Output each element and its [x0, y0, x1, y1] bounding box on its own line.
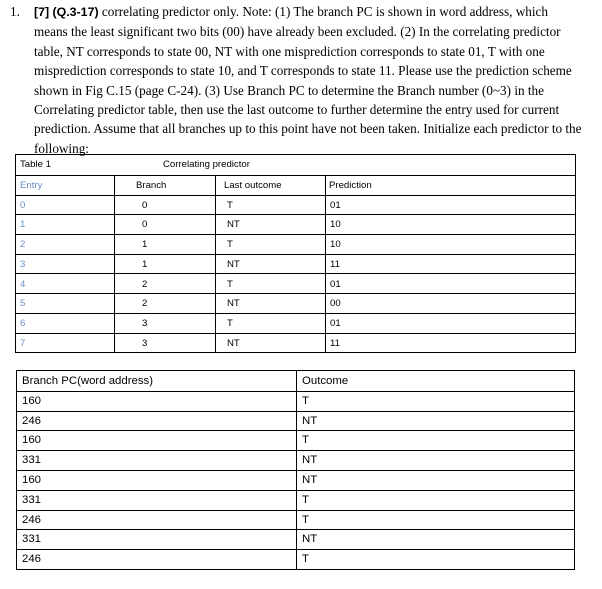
table2-header-row: [17, 371, 574, 392]
last-outcome-cell: NT: [227, 219, 240, 231]
last-outcome-cell: NT: [227, 258, 240, 270]
branch-pc-cell: 331: [22, 533, 42, 546]
entry-cell: 0: [20, 199, 26, 211]
outcome-header: Outcome: [302, 375, 349, 387]
branch-cell: 3: [142, 337, 148, 349]
branch-pc-header: Branch PC(word address): [22, 375, 154, 387]
entry-cell: 4: [20, 278, 26, 290]
question-number: 1.: [10, 4, 20, 19]
table1-column-divider: [114, 175, 115, 352]
entry-header: Entry: [20, 180, 43, 191]
table1-row: [16, 333, 575, 354]
branch-pc-cell: 331: [22, 454, 42, 467]
outcome-cell: T: [302, 434, 309, 447]
outcome-cell: NT: [302, 454, 318, 467]
table1-row: [16, 313, 575, 334]
last-outcome-cell: T: [227, 199, 233, 211]
outcome-cell: NT: [302, 474, 318, 486]
branch-pc-cell: 246: [22, 414, 42, 427]
branch-pc-cell: 160: [22, 434, 42, 447]
table1-header: [16, 155, 575, 176]
branch-cell: 2: [142, 298, 148, 310]
table1-row: [16, 293, 575, 314]
question-points: [7]: [34, 5, 50, 19]
table2-row: [17, 490, 574, 511]
table2-row: [17, 450, 574, 471]
outcome-cell: NT: [302, 414, 318, 427]
table1-row: [16, 195, 575, 216]
branch-cell: 2: [142, 278, 148, 290]
last-outcome-cell: T: [227, 317, 233, 329]
table2-row: [17, 510, 574, 531]
table1-column-divider: [215, 175, 216, 352]
question-body: [34, 2, 582, 158]
branch-pc-cell: 160: [22, 394, 42, 407]
question-label: (Q.3-17): [52, 5, 99, 19]
branch-pc-cell: 246: [22, 553, 42, 566]
branch-cell: 0: [142, 219, 148, 231]
outcome-cell: T: [302, 493, 309, 506]
table1-row: [16, 274, 575, 295]
question-block: [10, 2, 582, 158]
outcome-cell: T: [302, 513, 309, 526]
table1-caption: Correlating predictor: [163, 159, 250, 170]
branch-pc-cell: 246: [22, 513, 42, 526]
last-outcome-header: Last outcome: [224, 180, 282, 191]
prediction-cell: 10: [330, 239, 341, 251]
outcome-cell: T: [302, 394, 309, 407]
last-outcome-cell: NT: [227, 337, 240, 349]
branch-cell: 3: [142, 317, 148, 329]
table2-row: [17, 529, 574, 550]
table1-row: [16, 214, 575, 235]
prediction-header: Prediction: [329, 180, 372, 191]
prediction-cell: 01: [330, 317, 341, 329]
table2-row: [17, 470, 574, 491]
entry-cell: 6: [20, 317, 26, 329]
branch-pc-cell: 160: [22, 474, 42, 486]
entry-cell: 2: [20, 239, 26, 251]
outcome-cell: NT: [302, 533, 318, 546]
entry-cell: 3: [20, 258, 26, 270]
entry-cell: 7: [20, 337, 26, 349]
table1-row: [16, 254, 575, 275]
table1-row: [16, 234, 575, 255]
branch-header: Branch: [136, 180, 167, 191]
branch-cell: 1: [142, 258, 148, 270]
prediction-cell: 10: [330, 219, 341, 231]
entry-cell: 1: [20, 219, 26, 231]
question-following: following:: [34, 140, 89, 156]
branch-cell: 1: [142, 239, 148, 251]
table2-row: [17, 430, 574, 451]
prediction-cell: 01: [330, 199, 341, 211]
last-outcome-cell: T: [227, 278, 233, 290]
question-text: correlating predictor only. Note: (1) The branch PC is shown in word address, which means the least significant two bits (00) have already been excluded. (2) In the correlating predictor table, NT corresponds to state 00, NT with one misprediction corresponds to state 01, T with one misprediction corresponds to state 10, and T corresponds to state 11. Please use the prediction scheme shown in Fig C.15 (page C-24). (3) Use Branch PC to determine the Branch number (0~3) in the Correlating predictor table, then use the last outcome to further determine the entry used for current prediction. Assume that all branches up to this point have not been taken. Initialize each predictor to the: [34, 4, 582, 137]
outcome-cell: T: [302, 553, 309, 566]
table1-column-header-row: [16, 175, 575, 196]
table2-row: [17, 411, 574, 432]
table1-column-divider: [325, 175, 326, 352]
correlating-predictor-table: [15, 154, 576, 353]
table2-row: [17, 391, 574, 412]
prediction-cell: 00: [330, 298, 341, 310]
entry-cell: 5: [20, 298, 26, 310]
last-outcome-cell: NT: [227, 298, 240, 310]
branch-pc-table: [16, 370, 575, 570]
prediction-cell: 11: [330, 337, 340, 349]
prediction-cell: 01: [330, 278, 341, 290]
branch-pc-cell: 331: [22, 493, 42, 506]
table2-row: [17, 549, 574, 569]
last-outcome-cell: T: [227, 239, 233, 251]
prediction-cell: 11: [330, 258, 340, 270]
branch-cell: 0: [142, 199, 148, 211]
table1-label: Table 1: [20, 159, 51, 170]
